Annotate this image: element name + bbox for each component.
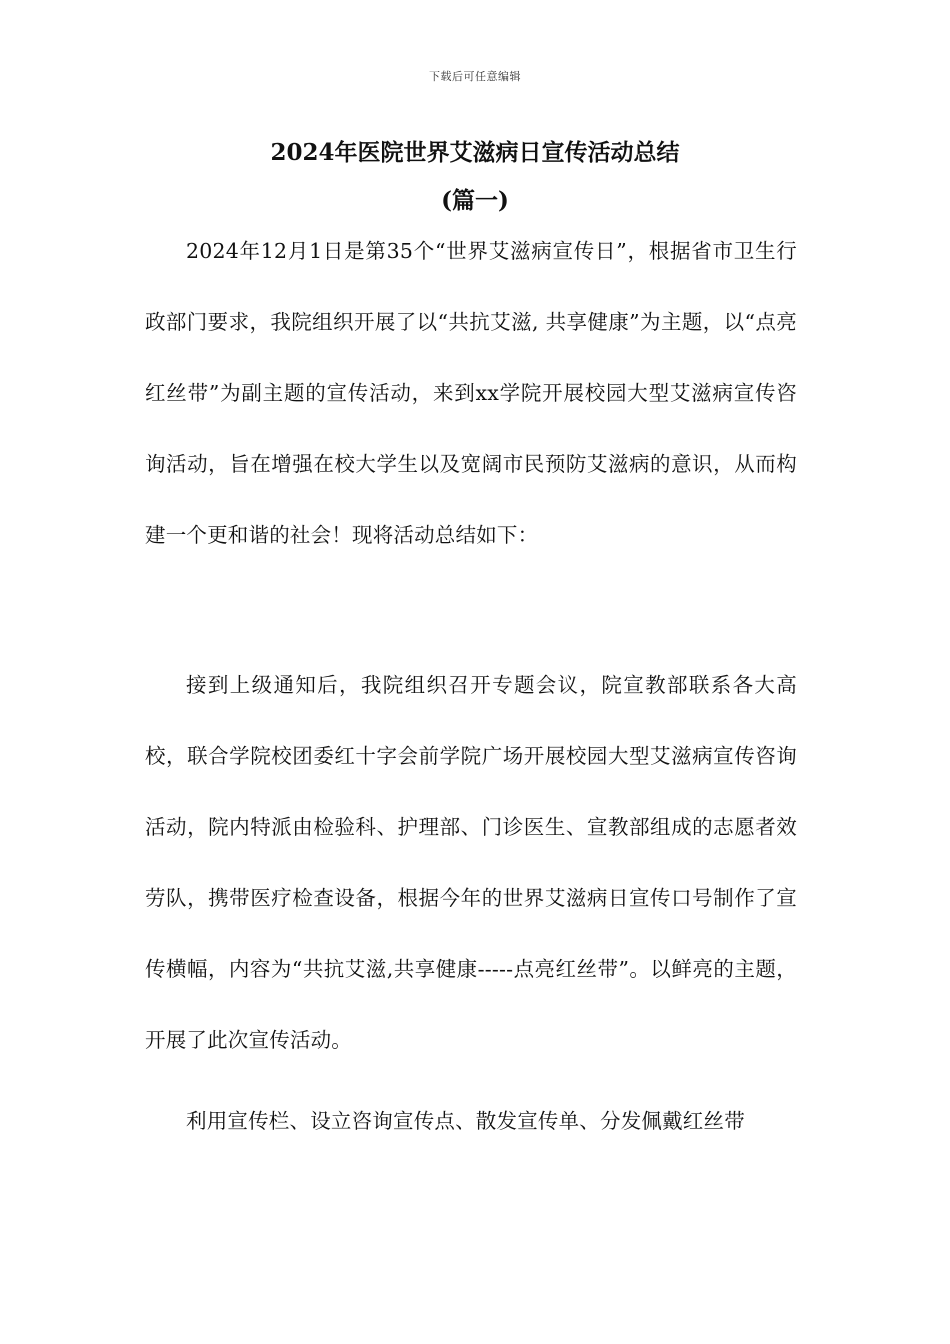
document-title: 2024年医院世界艾滋病日宣传活动总结 [270,139,680,166]
body-paragraph-2: 接到上级通知后，我院组织召开专题会议，院宣教部联系各大高校，联合学院校团委红十字会前学院广场开展校园大型艾滋病宣传咨询活动，院内特派由检验科、护理部、门诊医生、宣教部组成的志愿者效劳队，携带医疗检查设备，根据今年的世界艾滋病日宣传口号制作了宣传横幅，内容为“共抗艾滋,共享健康-----点亮红丝带”。以鲜亮的主题，开展了此次宣传活动。 [145,673,797,1052]
document-subtitle: (篇一) [441,187,509,214]
body-paragraph-3: 利用宣传栏、设立咨询宣传点、散发宣传单、分发佩戴红丝带 [186,1109,745,1133]
header-note: 下载后可任意编辑 [429,70,521,83]
body-paragraph-1: 2024年12月1日是第35个“世界艾滋病宣传日”，根据省市卫生行政部门要求，我院组织开展了以“共抗艾滋, 共享健康”为主题，以“点亮红丝带”为副主题的宣传活动，来到xx学院开展校园大型艾滋病宣传咨询活动，旨在增强在校大学生以及宽阔市民预防艾滋病的意识，从而构建一个更和谐的社会！现将活动总结如下： [145,239,797,547]
